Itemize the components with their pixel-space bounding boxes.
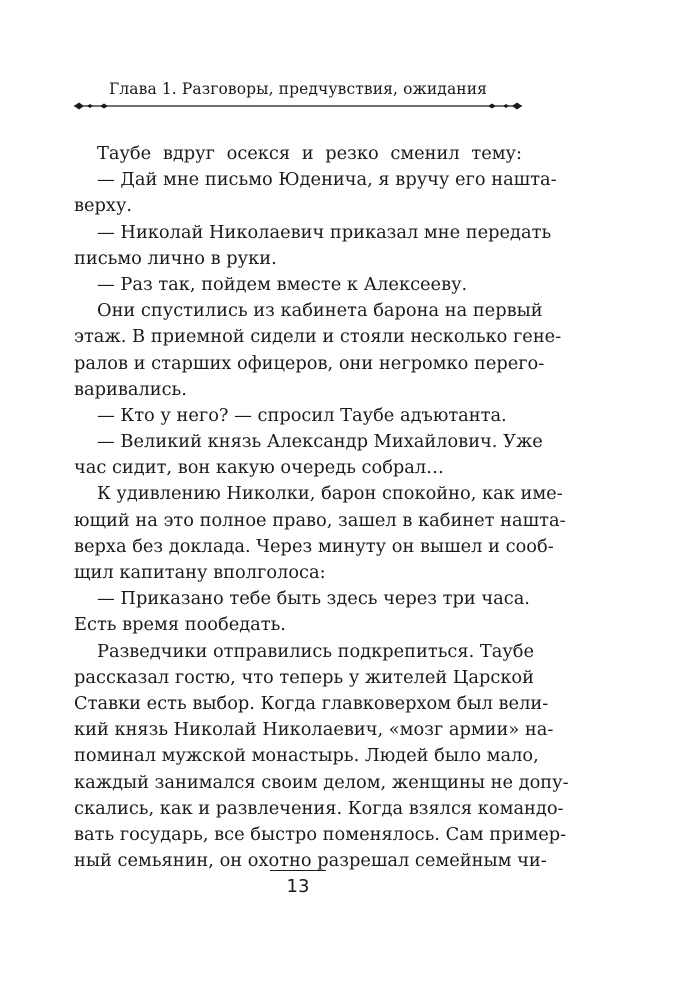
- text-line: К удивлению Николки, барон спокойно, как име-: [97, 483, 563, 505]
- text-line: ющий на это полное право, зашел в кабинет нашта-: [74, 509, 566, 531]
- text-line: ный семьянин, он охотно разрешал семейным чи-: [74, 850, 547, 872]
- text-line: — Раз так, пойдем вместе к Алексееву.: [97, 273, 468, 295]
- text-line: — Великий князь Александр Михайлович. Уже: [97, 431, 543, 453]
- text-line: поминал мужской монастырь. Людей было мало,: [74, 745, 539, 767]
- text-line: верха без доклада. Через минуту он вышел и сооб-: [74, 535, 554, 557]
- text-line: час сидит, вон какую очередь собрал…: [74, 457, 444, 479]
- text-line: — Дай мне письмо Юденича, я вручу его нашта-: [97, 169, 557, 191]
- text-line: щил капитану вполголоса:: [74, 562, 326, 583]
- text-line: кий князь Николай Николаевич, «мозг армии» на-: [74, 719, 554, 741]
- body-text: [74, 141, 569, 874]
- text-line: варивались.: [74, 378, 187, 400]
- text-line: — Приказано тебе быть здесь через три часа.: [97, 588, 530, 610]
- text-line: — Николай Николаевич приказал мне передать: [97, 221, 552, 243]
- text-line: Ставки есть выбор. Когда главковерхом был вели-: [74, 692, 549, 714]
- text-line: верху.: [74, 195, 133, 217]
- text-line: Есть время пообедать.: [74, 614, 286, 636]
- page-number-rule: [270, 870, 326, 871]
- text-line: каждый занимался своим делом, женщины не допу-: [74, 771, 569, 793]
- ornamental-rule-icon: [74, 97, 522, 115]
- text-line: рассказал гостю, что теперь у жителей Царской: [74, 666, 534, 688]
- page-number: 13: [286, 876, 310, 897]
- text-line: Они спустились из кабинета барона на первый: [97, 300, 543, 322]
- text-line: вать государь, все быстро поменялось. Сам пример-: [74, 823, 567, 845]
- text-line: ралов и старших офицеров, они негромко перего-: [74, 352, 545, 374]
- text-line: Таубе вдруг осекся и резко сменил тему:: [97, 143, 522, 164]
- running-head-title: Глава 1. Разговоры, предчувствия, ожидания: [108, 80, 488, 98]
- text-line: этаж. В приемной сидели и стояли несколько гене-: [74, 326, 562, 348]
- text-line: Разведчики отправились подкрепиться. Таубе: [97, 640, 535, 662]
- text-line: письмо лично в руки.: [74, 247, 277, 269]
- text-line: скались, как и развлечения. Когда взялся командо-: [74, 797, 564, 819]
- text-line: — Кто у него? — спросил Таубе адъютанта.: [97, 404, 507, 426]
